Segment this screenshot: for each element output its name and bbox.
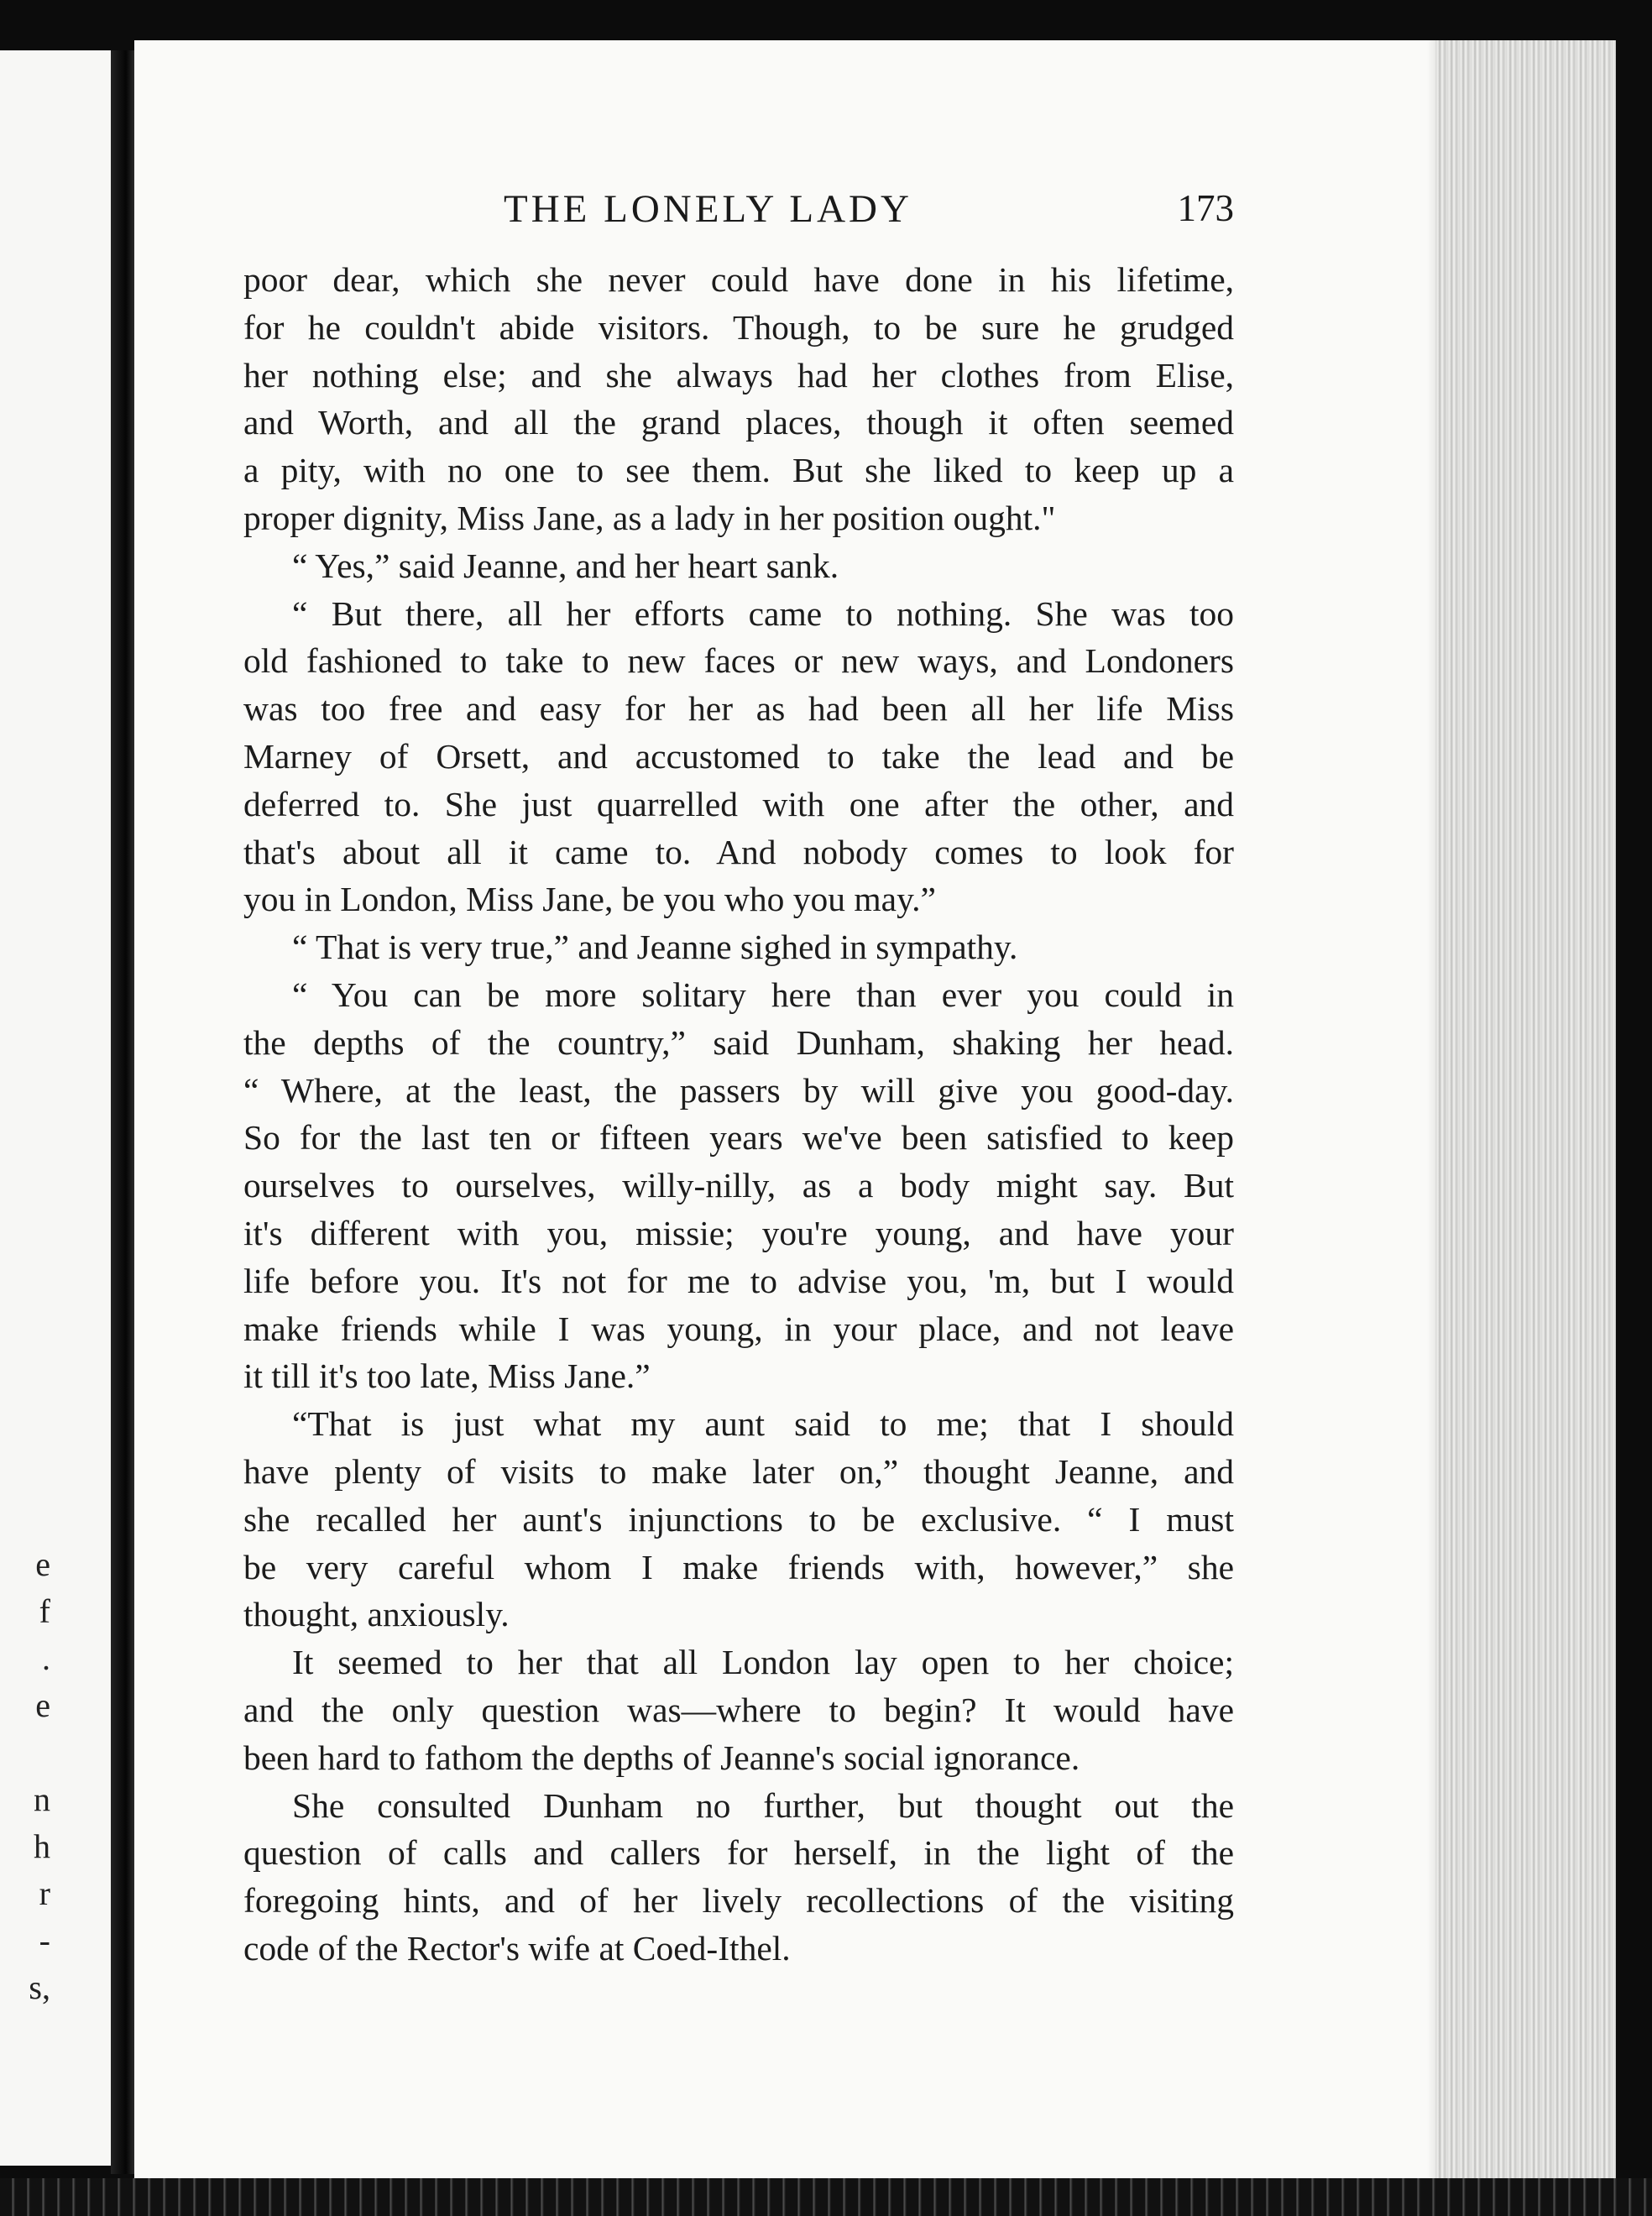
left-page-fragment: f: [39, 1592, 50, 1630]
text-line: you in London, Miss Jane, be you who you may.”: [243, 880, 936, 919]
text-line: So for the last ten or fifteen years we've been satisfied to keep: [243, 1118, 1234, 1158]
left-page-fragment: e: [35, 1545, 50, 1583]
text-line: It seemed to her that all London lay open to her choice;: [292, 1643, 1234, 1682]
paragraph: [243, 923, 1234, 971]
paragraph: [243, 971, 1234, 1400]
text-line: “ Yes,” said Jeanne, and her heart sank.: [292, 546, 839, 585]
text-line: “ That is very true,” and Jeanne sighed in sympathy.: [292, 928, 1018, 967]
left-page-text-fragments: [0, 1544, 50, 2015]
text-line: life before you. It's not for me to advise you, 'm, but I would: [243, 1261, 1234, 1300]
text-line: it till it's too late, Miss Jane.”: [243, 1356, 651, 1396]
paragraph: [243, 1782, 1234, 1973]
text-line: be very careful whom I make friends with, however,” she: [243, 1547, 1234, 1586]
text-line: “ But there, all her efforts came to nothing. She was too: [292, 593, 1234, 633]
left-page-fragment: n: [34, 1780, 50, 1818]
text-line: a pity, with no one to see them. But she liked to keep up a: [243, 451, 1234, 490]
scanner-bottom-strip: [0, 2178, 1652, 2216]
text-line: “ Where, at the least, the passers by will give you good-day.: [243, 1070, 1234, 1110]
text-line: for he couldn't abide visitors. Though, to be sure he grudged: [243, 307, 1234, 347]
text-line: foregoing hints, and of her lively recollections of the visiting: [243, 1881, 1234, 1921]
text-line: been hard to fathom the depths of Jeanne's social ignorance.: [243, 1738, 1080, 1777]
left-page-fragment: [0, 1733, 50, 1780]
book-spine: [111, 50, 136, 2174]
left-page-fragment: -: [39, 1921, 50, 1959]
paragraph: [243, 256, 1234, 542]
running-header: [243, 186, 1234, 237]
left-page-edge: [0, 50, 113, 2166]
page-edges-stack: [1435, 40, 1616, 2185]
text-line: her nothing else; and she always had her clothes from Elise,: [243, 355, 1234, 395]
left-page-fragment: s,: [29, 1968, 50, 2006]
text-line: old fashioned to take to new faces or new ways, and Londoners: [243, 641, 1234, 681]
left-page-fragment: .: [42, 1639, 50, 1677]
text-line: poor dear, which she never could have done in his lifetime,: [243, 260, 1234, 299]
text-line: Marney of Orsett, and accustomed to take the lead and be: [243, 736, 1234, 776]
text-line: make friends while I was young, in your place, and not leave: [243, 1309, 1234, 1348]
text-line: the depths of the country,” said Dunham, shaking her head.: [243, 1022, 1234, 1062]
text-line: have plenty of visits to make later on,” thought Jeanne, and: [243, 1451, 1234, 1491]
paragraph: [243, 1400, 1234, 1638]
text-line: she recalled her aunt's injunctions to be exclusive. “ I must: [243, 1499, 1234, 1539]
left-page-fragment: e: [35, 1686, 50, 1724]
left-page-fragment: r: [39, 1874, 50, 1912]
paragraph: [243, 542, 1234, 590]
text-line: that's about all it came to. And nobody comes to look for: [243, 832, 1234, 871]
text-line: proper dignity, Miss Jane, as a lady in her position ought.": [243, 498, 1056, 537]
text-line: code of the Rector's wife at Coed-Ithel.: [243, 1928, 791, 1968]
text-line: ourselves to ourselves, willy-nilly, as a body might say. But: [243, 1166, 1234, 1205]
text-line: “ You can be more solitary here than ever you could in: [292, 975, 1234, 1014]
page-number: 173: [1177, 187, 1234, 229]
paragraph: [243, 1638, 1234, 1781]
body-text: [243, 256, 1234, 1973]
text-line: She consulted Dunham no further, but thought out the: [292, 1785, 1234, 1825]
text-line: deferred to. She just quarrelled with one after the other, and: [243, 784, 1234, 823]
paragraph: [243, 590, 1234, 924]
running-title: THE LONELY LADY: [504, 187, 912, 231]
text-line: and Worth, and all the grand places, though it often seemed: [243, 403, 1234, 442]
text-line: thought, anxiously.: [243, 1595, 510, 1634]
text-line: and the only question was—where to begin? It would have: [243, 1690, 1234, 1729]
text-line: was too free and easy for her as had been all her life Miss: [243, 689, 1234, 729]
text-line: “That is just what my aunt said to me; that I should: [292, 1404, 1234, 1444]
left-page-fragment: h: [34, 1827, 50, 1865]
text-line: question of calls and callers for herself, in the light of the: [243, 1833, 1234, 1873]
text-line: it's different with you, missie; you're young, and have your: [243, 1213, 1234, 1252]
